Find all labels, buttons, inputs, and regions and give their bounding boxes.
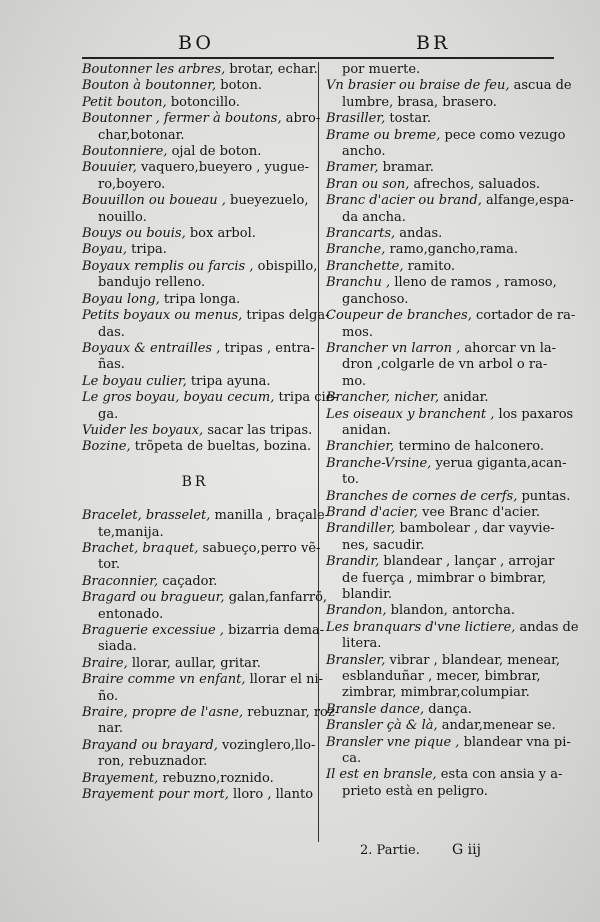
entry-line xyxy=(82,111,321,127)
spanish-gloss: llorar el ni- xyxy=(245,672,324,688)
entry-line xyxy=(326,587,554,603)
french-headword: Bramer, xyxy=(326,160,379,176)
spanish-gloss: los paxaros xyxy=(494,406,574,422)
entry-line xyxy=(326,308,576,324)
spanish-gloss: esta con ansia y a- xyxy=(436,767,563,783)
spanish-gloss: char,botonar. xyxy=(98,127,185,143)
spanish-gloss: tripas , entra- xyxy=(220,340,315,356)
entry-line xyxy=(82,78,308,94)
french-headword: Branchier, xyxy=(326,439,395,455)
entry-line xyxy=(326,242,554,258)
french-headword: Brandiller, xyxy=(326,521,396,537)
french-headword: Brancarts, xyxy=(326,226,396,242)
entry-line xyxy=(326,619,579,636)
spanish-gloss: boton. xyxy=(216,78,262,94)
entry-line xyxy=(82,607,308,623)
french-headword: Bouuillon ou boueau , xyxy=(82,193,226,209)
spanish-gloss: sabueço,perro vẽ- xyxy=(198,540,321,556)
running-head-left: BO xyxy=(178,32,214,54)
entry-line xyxy=(82,407,308,423)
french-headword: Branchu , xyxy=(326,275,391,291)
entry-line xyxy=(82,128,308,144)
french-headword: Bransler vne pique , xyxy=(326,734,460,750)
header-rule xyxy=(82,57,554,59)
entry-line xyxy=(326,160,554,176)
french-headword: Bouton à boutonner, xyxy=(82,78,217,94)
page-footer xyxy=(360,842,481,858)
entry-line xyxy=(82,95,308,111)
entry-line xyxy=(82,705,340,721)
entry-line xyxy=(82,689,308,705)
spanish-gloss: nes, sacudir. xyxy=(342,537,425,553)
spanish-gloss: esblanduñar , mecer, bimbrar, xyxy=(342,669,541,685)
entry-line xyxy=(82,721,308,737)
spanish-gloss: blandear vna pi- xyxy=(459,734,571,750)
entry-line xyxy=(326,127,566,144)
spanish-gloss: prieto està en peligro. xyxy=(342,783,488,799)
entry-line xyxy=(326,472,554,488)
french-headword: Boutonniere, xyxy=(82,144,168,160)
spanish-gloss: rebuzno,roznido. xyxy=(158,770,274,786)
french-headword: Branche-Vrsine, xyxy=(326,455,432,471)
column-divider xyxy=(318,62,319,842)
spanish-gloss: termino de halconero. xyxy=(394,439,544,455)
spanish-gloss: tostar. xyxy=(385,111,432,127)
spanish-gloss: entonado. xyxy=(98,606,164,622)
spanish-gloss: litera. xyxy=(342,636,382,652)
entry-line xyxy=(326,554,554,570)
spanish-gloss: ño. xyxy=(98,688,119,704)
spanish-gloss: ron, rebuznador. xyxy=(98,754,208,770)
french-headword: Braire comme vn enfant, xyxy=(82,672,246,688)
french-headword: Bransle dance, xyxy=(326,701,425,717)
french-headword: Le gros boyau, boyau cecum, xyxy=(82,390,275,406)
entry-line xyxy=(82,308,330,324)
french-headword: Boyau long, xyxy=(82,291,160,307)
entry-line xyxy=(326,275,557,291)
entry-line xyxy=(82,160,308,176)
spanish-gloss: bueyezuelo, xyxy=(225,193,309,209)
spanish-gloss: bizarria dema- xyxy=(223,623,325,638)
entry-line xyxy=(326,702,554,718)
entry-line xyxy=(82,439,312,455)
entry-line xyxy=(82,357,308,373)
entry-line xyxy=(326,357,554,373)
french-headword: Brandir, xyxy=(326,554,380,570)
french-headword: Bracelet, brasselet, xyxy=(82,508,211,524)
french-headword: Braconnier, xyxy=(82,573,159,589)
spanish-gloss: abro- xyxy=(281,111,321,127)
french-headword: Bragard ou bragueur, xyxy=(82,590,225,606)
french-headword: Boutonner , fermer à boutons, xyxy=(82,111,282,127)
spanish-gloss: ga. xyxy=(98,406,119,422)
entry-line xyxy=(326,423,554,439)
french-headword: Branchette, xyxy=(326,258,404,274)
entry-line xyxy=(326,718,554,734)
spanish-gloss: anidan. xyxy=(342,422,391,438)
spanish-gloss: puntas. xyxy=(517,488,571,504)
french-headword: Brancher, nicher, xyxy=(326,390,440,406)
entry-line xyxy=(326,669,554,685)
french-headword: Boyaux & entrailles , xyxy=(82,340,221,356)
spanish-gloss: caçador. xyxy=(158,573,218,589)
french-headword: Bouys ou bouis, xyxy=(82,226,186,242)
entry-line xyxy=(82,737,316,754)
spanish-gloss: ojal de boton. xyxy=(167,144,262,160)
entry-line xyxy=(326,259,554,275)
entry-line xyxy=(82,390,338,406)
left-column xyxy=(82,62,340,803)
french-headword: Les oiseaux y branchent , xyxy=(326,406,495,422)
entry-line xyxy=(326,784,554,800)
spanish-gloss: pece como vezugo xyxy=(440,127,566,143)
spanish-gloss: tor. xyxy=(98,557,120,573)
spanish-gloss: de fuerça , mimbrar o bimbrar, xyxy=(342,570,547,586)
section-heading: BR xyxy=(181,473,209,490)
spanish-gloss: vaquero,bueyero , yugue- xyxy=(136,160,310,176)
entry-line xyxy=(82,557,308,573)
signature-mark: 2. Partie. xyxy=(360,843,420,858)
entry-line xyxy=(82,193,308,209)
french-headword: Vn brasier ou braise de feu, xyxy=(326,78,510,94)
french-headword: Braire, propre de l'asne, xyxy=(82,705,244,721)
spanish-gloss: tripa ayuna. xyxy=(186,373,271,389)
french-headword: Bran ou son, xyxy=(326,176,410,192)
entry-line xyxy=(326,538,554,554)
entry-line xyxy=(82,242,308,258)
entry-line xyxy=(82,258,318,275)
spanish-gloss: afrechos, saluados. xyxy=(409,176,541,192)
french-headword: Brand d'acier, xyxy=(326,504,419,520)
entry-line xyxy=(82,325,308,341)
spanish-gloss: siada. xyxy=(98,639,137,655)
spanish-gloss: lumbre, brasa, brasero. xyxy=(342,94,497,110)
french-headword: Branc d'acier ou brand, xyxy=(326,193,482,209)
entry-line xyxy=(326,111,554,127)
spanish-gloss: te,manija. xyxy=(98,524,164,540)
spanish-gloss: ca. xyxy=(342,751,362,767)
spanish-gloss: alfange,espa- xyxy=(481,193,574,209)
entry-line xyxy=(82,525,308,541)
entry-line xyxy=(82,210,308,226)
entry-line xyxy=(326,374,554,390)
spanish-gloss: botoncillo. xyxy=(166,94,240,110)
spanish-gloss: sacar las tripas. xyxy=(203,422,313,438)
entry-line xyxy=(326,144,554,160)
french-headword: Braguerie excessiue , xyxy=(82,623,224,638)
spanish-gloss: yerua giganta,acan- xyxy=(431,455,567,471)
spanish-gloss: vee Branc d'acier. xyxy=(418,504,541,520)
entry-line xyxy=(326,685,554,701)
spanish-gloss: andas de xyxy=(515,619,579,635)
entry-line xyxy=(326,95,554,111)
entry-line xyxy=(326,505,554,521)
spanish-gloss: bandujo relleno. xyxy=(98,275,206,291)
spanish-gloss: trõpeta de bueltas, bozina. xyxy=(130,439,312,455)
spanish-gloss: nouillo. xyxy=(98,209,147,225)
spanish-gloss: vozinglero,llo- xyxy=(217,737,316,753)
spanish-gloss: lleno de ramos , ramoso, xyxy=(390,275,557,291)
french-headword: Brasiller, xyxy=(326,111,386,127)
entry-line xyxy=(326,455,567,472)
french-headword: Brancher vn larron , xyxy=(326,340,461,356)
spanish-gloss: box arbol. xyxy=(185,226,256,242)
spanish-gloss: llorar, aullar, gritar. xyxy=(127,655,261,671)
entry-line xyxy=(326,603,554,619)
spanish-gloss: obispillo, xyxy=(253,258,318,274)
french-headword: Bransler çà & là, xyxy=(326,718,438,734)
french-headword: Brachet, braquet, xyxy=(82,540,199,556)
entry-line xyxy=(82,292,308,308)
french-headword: Boyau, xyxy=(82,242,127,258)
french-headword: Bozine, xyxy=(82,439,131,455)
spanish-gloss: da ancha. xyxy=(342,209,406,225)
spanish-gloss: manilla , braçale- xyxy=(210,508,330,524)
entry-line xyxy=(82,771,308,787)
spanish-gloss: blandear , lançar , arrojar xyxy=(379,554,555,570)
entry-line xyxy=(82,144,308,160)
entry-line xyxy=(82,639,308,655)
spanish-gloss: tripa. xyxy=(126,242,167,258)
spanish-gloss: ascua de xyxy=(509,78,572,94)
spanish-gloss: rebuznar, roz- xyxy=(243,705,340,721)
entry-line xyxy=(82,656,308,672)
spanish-gloss: zimbrar, mimbrar,columpiar. xyxy=(342,685,530,701)
entry-line xyxy=(82,177,308,193)
entry-line xyxy=(82,672,324,688)
spanish-gloss: ramo,gancho,rama. xyxy=(385,242,518,258)
entry-line xyxy=(326,78,572,94)
entry-line xyxy=(326,292,554,308)
spanish-gloss: andar,menear se. xyxy=(437,718,556,734)
french-headword: Coupeur de branches, xyxy=(326,308,472,324)
spanish-gloss: ganchoso. xyxy=(342,291,409,307)
french-headword: Vuider les boyaux, xyxy=(82,422,204,438)
entry-line xyxy=(82,787,314,803)
entry-line xyxy=(326,767,563,783)
entry-line xyxy=(326,488,571,505)
spanish-gloss: cortador de ra- xyxy=(471,308,576,324)
entry-line xyxy=(326,340,557,357)
spanish-gloss: tripas delga- xyxy=(242,308,330,324)
french-headword: Les branquars d'vne lictiere, xyxy=(326,619,516,635)
entry-line xyxy=(82,422,313,439)
french-headword: Brandon, xyxy=(326,603,387,619)
entry-line xyxy=(326,636,554,652)
right-column xyxy=(326,62,579,800)
entry-line xyxy=(82,754,308,770)
french-headword: Brayement pour mort, xyxy=(82,787,229,803)
entry-line xyxy=(326,210,554,226)
spanish-gloss: dança. xyxy=(424,701,472,717)
entry-line xyxy=(326,734,571,751)
entry-line xyxy=(326,193,574,209)
entry-line xyxy=(82,374,308,390)
french-headword: Il est en bransle, xyxy=(326,767,437,783)
spanish-gloss: blandon, antorcha. xyxy=(386,603,515,619)
french-headword: Petits boyaux ou menus, xyxy=(82,308,243,324)
spanish-gloss: andas. xyxy=(395,226,443,242)
entry-line xyxy=(82,508,330,524)
french-headword: Branche, xyxy=(326,242,386,258)
entry-line xyxy=(326,226,554,242)
french-headword: Bransler, xyxy=(326,652,386,668)
spanish-gloss: ahorcar vn la- xyxy=(460,340,557,356)
french-headword: Boyaux remplis ou farcis , xyxy=(82,258,254,274)
spanish-gloss: bambolear , dar vayvie- xyxy=(395,521,555,537)
spanish-gloss: galan,fanfarrõ, xyxy=(224,590,328,606)
french-headword: Bouuier, xyxy=(82,160,137,176)
running-head-right: BR xyxy=(416,32,451,54)
entry-line xyxy=(82,226,308,242)
entry-line xyxy=(82,275,308,291)
french-headword: Brame ou breme, xyxy=(326,127,441,143)
entry-line xyxy=(326,325,554,341)
french-headword: Brayand ou brayard, xyxy=(82,737,218,753)
entry-line xyxy=(82,62,318,78)
entry-line xyxy=(326,439,554,455)
entry-line xyxy=(82,590,328,606)
entry-line xyxy=(82,623,325,639)
french-headword: Braire, xyxy=(82,655,128,671)
spanish-gloss: vibrar , blandear, menear, xyxy=(385,652,561,668)
french-headword: Petit bouton, xyxy=(82,94,167,110)
entry-line xyxy=(326,62,554,78)
entry-line xyxy=(326,652,561,669)
french-headword: Branches de cornes de cerfs, xyxy=(326,488,518,504)
spanish-gloss: tripa cie- xyxy=(274,390,338,406)
entry-line xyxy=(82,340,315,357)
spanish-gloss: bramar. xyxy=(378,160,434,176)
spanish-gloss: nar. xyxy=(98,721,124,737)
spanish-gloss: das. xyxy=(98,324,125,340)
spanish-gloss: brotar, echar. xyxy=(225,62,318,77)
spanish-gloss: dron ,colgarle de vn arbol o ra- xyxy=(342,357,548,373)
spanish-gloss: ancho. xyxy=(342,144,386,160)
spanish-gloss: anidar. xyxy=(439,390,489,406)
folio-number: G iij xyxy=(452,842,481,858)
spanish-gloss: ñas. xyxy=(98,357,125,373)
running-head xyxy=(80,30,550,54)
entry-line xyxy=(82,574,308,590)
entry-line xyxy=(326,751,554,767)
spanish-gloss: mos. xyxy=(342,324,373,340)
spanish-gloss: ramito. xyxy=(403,258,456,274)
entry-line xyxy=(326,177,554,193)
entry-line xyxy=(326,390,554,406)
entry-line xyxy=(326,571,554,587)
spanish-gloss: ro,boyero. xyxy=(98,176,166,192)
entry-line xyxy=(326,521,554,537)
spanish-gloss: tripa longa. xyxy=(159,291,241,307)
spanish-gloss: blandir. xyxy=(342,587,393,602)
french-headword: Boutonner les arbres, xyxy=(82,62,226,77)
french-headword: Brayement, xyxy=(82,770,159,786)
spanish-gloss: lloro , llanto xyxy=(228,787,314,803)
french-headword: Le boyau culier, xyxy=(82,373,187,389)
spanish-gloss: mo. xyxy=(342,373,367,389)
entry-line xyxy=(82,540,321,557)
spanish-gloss: por muerte. xyxy=(342,62,421,77)
entry-line xyxy=(326,406,574,423)
spanish-gloss: to. xyxy=(342,472,359,488)
